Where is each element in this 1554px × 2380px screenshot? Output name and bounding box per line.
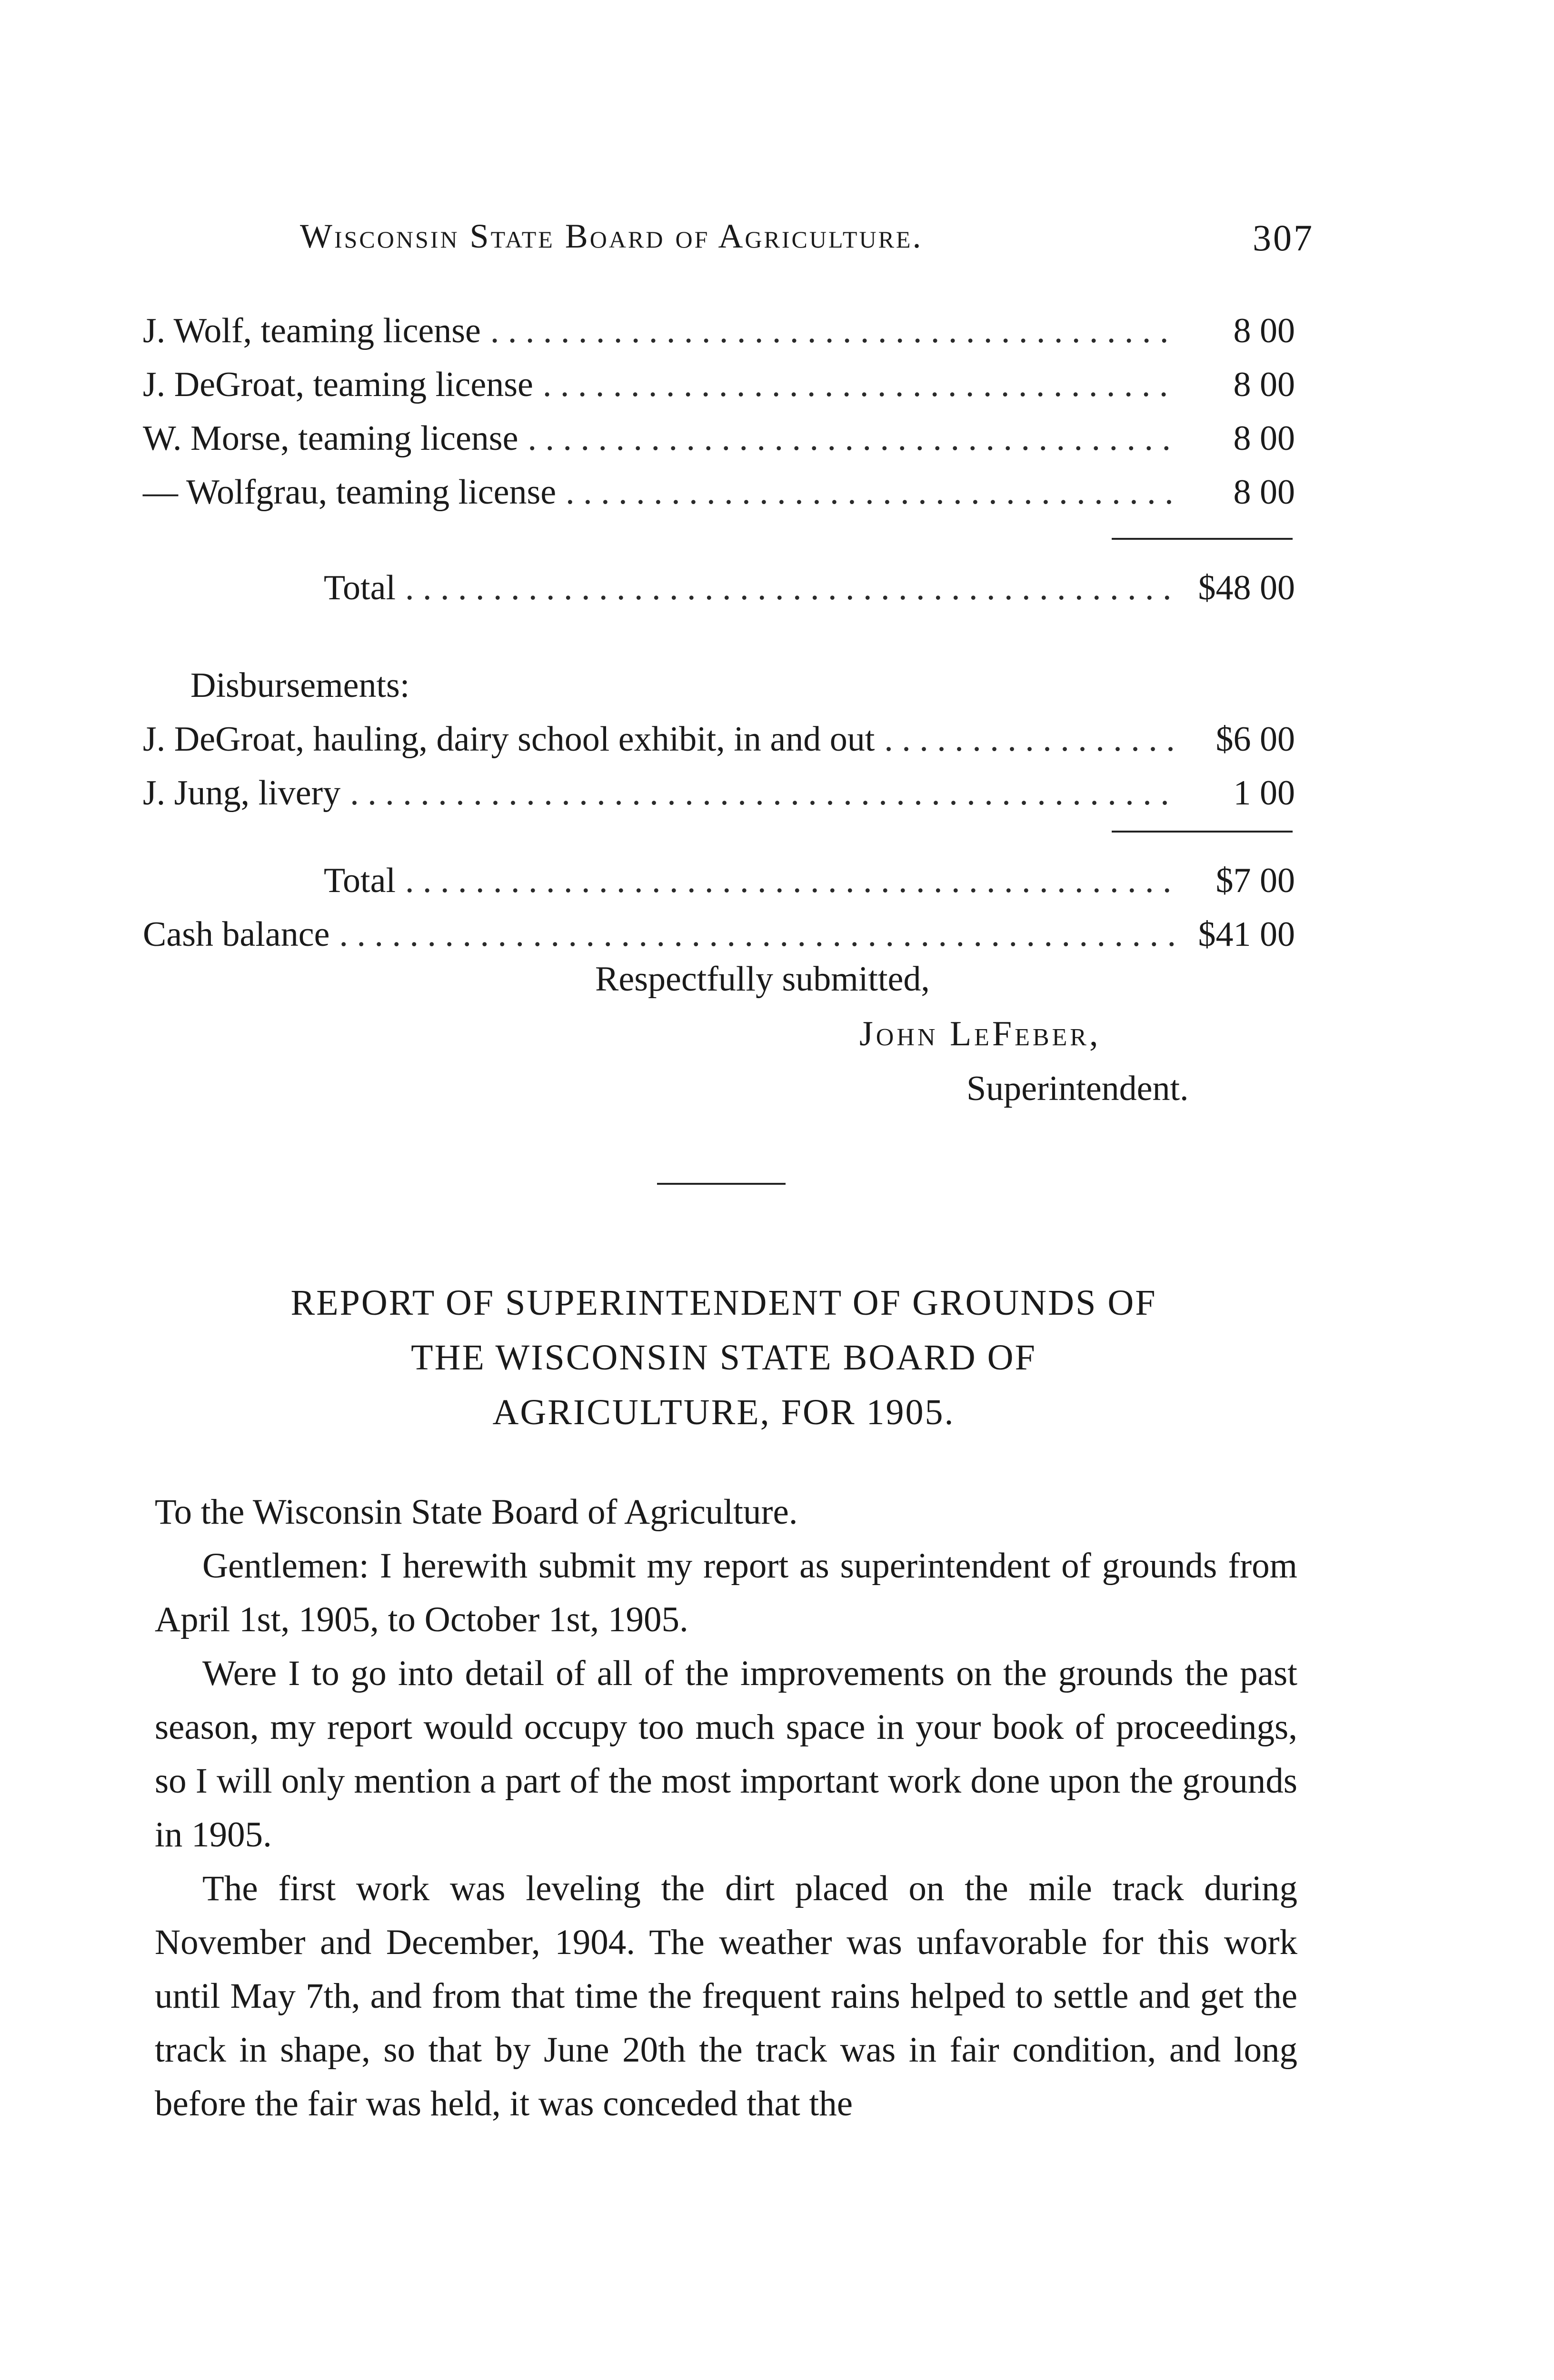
paragraph: The first work was leveling the dirt placed on the mile track during November and December, 1904. The weather was unfavorable for this work until May 7th, and from that time the frequent rains helped to settle and get the track in shape, so that by June 20th the track was in fair condition, and long before the fair was held, it was conceded that the: [155, 1869, 1297, 2123]
signature-closing: Respectfully submitted,: [595, 960, 930, 999]
leader-dots: [339, 908, 1176, 961]
running-title: Wisconsin State Board of Agriculture.: [300, 217, 923, 255]
total-row: [143, 854, 1295, 908]
running-head: [300, 217, 1314, 269]
leader-dots: [490, 305, 1176, 357]
disbursements-total: [143, 854, 1295, 962]
ledger-label: J. Jung, livery: [143, 774, 341, 813]
leader-dots: [350, 767, 1176, 819]
ledger-label: J. DeGroat, teaming license: [143, 365, 533, 404]
leader-dots: [528, 412, 1176, 465]
ledger-row: [143, 713, 1295, 767]
total-rule: [1112, 831, 1293, 833]
leader-dots: [405, 854, 1176, 907]
ledger-amount: 8 00: [1233, 419, 1295, 458]
total-amount: $48 00: [1198, 568, 1295, 607]
ledger-label: J. DeGroat, hauling, dairy school exhibit, in and out: [143, 720, 875, 759]
leader-dots: [884, 713, 1176, 765]
section-divider: [657, 1183, 786, 1185]
ledger-amount: 8 00: [1233, 473, 1295, 512]
ledger-label: W. Morse, teaming license: [143, 419, 518, 458]
disbursements-heading: Disbursements:: [190, 666, 410, 705]
page-number: 307: [1253, 217, 1314, 258]
receipts-ledger: [143, 305, 1295, 520]
signature-name: John LeFeber,: [859, 1014, 1101, 1053]
total-amount: $7 00: [1215, 861, 1295, 900]
leader-dots: [543, 358, 1176, 411]
cash-balance-amount: $41 00: [1198, 915, 1295, 954]
paragraph: Were I to go into detail of all of the improvements on the grounds the past season, my report would occupy too much space in your book of proceedings, so I will only mention a part of the most important work done upon the grounds in 1905.: [155, 1654, 1297, 1854]
report-title-line: REPORT OF SUPERINTENDENT OF GROUNDS OF: [290, 1283, 1157, 1323]
ledger-row: [143, 305, 1295, 358]
ledger-row: [143, 767, 1295, 821]
report-title-line: AGRICULTURE, FOR 1905.: [492, 1392, 955, 1432]
ledger-amount: 1 00: [1233, 774, 1295, 813]
total-label: Total: [324, 568, 396, 607]
salutation: To the Wisconsin State Board of Agriculture.: [155, 1492, 798, 1532]
cash-balance-label: Cash balance: [143, 915, 330, 954]
ledger-amount: 8 00: [1233, 311, 1295, 350]
ledger-row: [143, 466, 1295, 520]
report-body: [155, 1485, 1297, 2131]
receipts-total: [143, 562, 1295, 615]
ledger-amount: $6 00: [1215, 720, 1295, 759]
disbursements-ledger: [143, 659, 1295, 821]
paragraph: Gentlemen: I herewith submit my report as superintendent of grounds from April 1st, 1905, to October 1st, 1905.: [155, 1546, 1297, 1639]
report-title-line: THE WISCONSIN STATE BOARD OF: [411, 1338, 1036, 1378]
ledger-label: — Wolfgrau, teaming license: [143, 473, 557, 512]
ledger-row: [143, 358, 1295, 412]
total-row: [143, 562, 1295, 615]
ledger-row: [143, 412, 1295, 466]
total-label: Total: [324, 861, 396, 900]
total-rule: [1112, 538, 1293, 540]
ledger-label: J. Wolf, teaming license: [143, 311, 481, 350]
ledger-amount: 8 00: [1233, 365, 1295, 404]
leader-dots: [566, 466, 1176, 518]
report-title: [143, 1276, 1305, 1440]
signature-title: Superintendent.: [966, 1069, 1189, 1108]
section-heading-row: [143, 659, 1295, 713]
leader-dots: [405, 562, 1176, 614]
cash-balance-row: [143, 908, 1295, 962]
